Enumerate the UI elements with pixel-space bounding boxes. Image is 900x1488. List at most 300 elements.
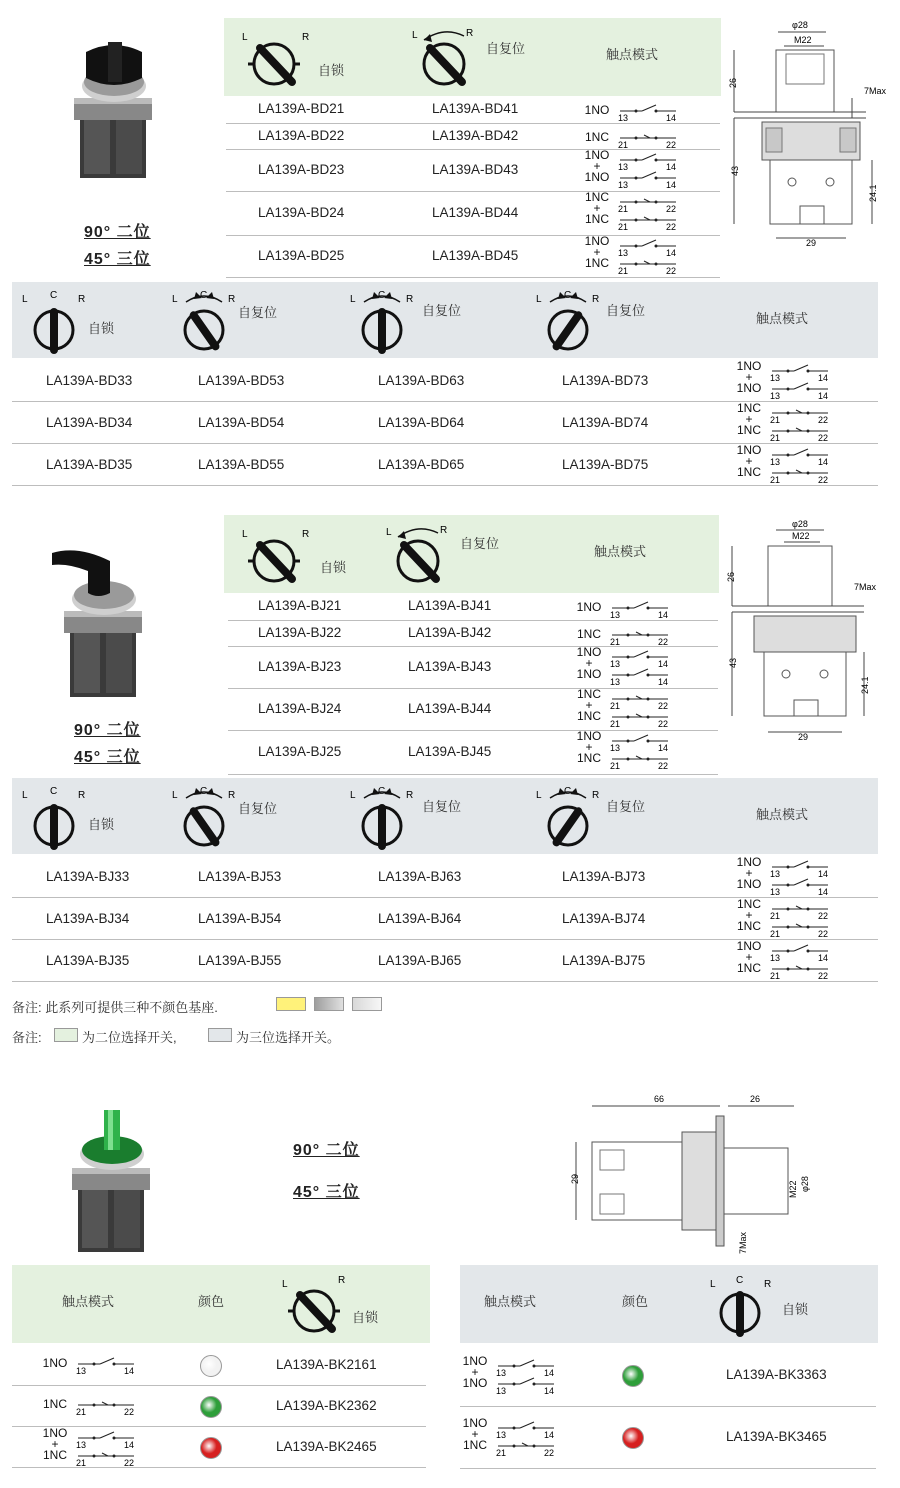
auto-return-label: 自复位	[422, 303, 462, 318]
svg-text:66: 66	[654, 1094, 665, 1104]
svg-text:14: 14	[666, 180, 677, 190]
svg-text:R: R	[592, 294, 600, 305]
self-lock-3pos-icon	[710, 1273, 774, 1339]
svg-text:22: 22	[124, 1407, 135, 1417]
angle-90-label-bj: 90° 二位	[74, 722, 141, 739]
contact-diagram-icon	[768, 941, 832, 981]
svg-text:13: 13	[610, 677, 621, 687]
svg-text:22: 22	[658, 637, 669, 647]
model-code: LA139A-BJ55	[198, 953, 282, 968]
auto-return-2pos-icon	[410, 24, 480, 90]
contact-type: 1NC	[576, 627, 601, 641]
model-code: LA139A-BJ53	[198, 869, 282, 884]
svg-text:13: 13	[496, 1386, 507, 1396]
model-code: LA139A-BD65	[378, 457, 465, 472]
indicator-lamp-icon	[622, 1365, 644, 1387]
self-lock-3pos-icon	[22, 784, 88, 850]
table-row	[12, 1345, 426, 1386]
svg-text:L: L	[242, 32, 248, 43]
svg-text:21: 21	[770, 415, 781, 425]
svg-text:C: C	[200, 290, 208, 301]
svg-text:29: 29	[798, 732, 809, 742]
model-code: LA139A-BD23	[258, 162, 345, 177]
table-row	[228, 731, 718, 775]
svg-text:L: L	[172, 790, 178, 801]
svg-text:R: R	[302, 529, 310, 540]
indicator-lamp-icon	[622, 1427, 644, 1449]
contact-type: 1NO + 1NO	[462, 1354, 488, 1390]
note-legend-prefix: 备注:	[12, 1030, 42, 1045]
model-code: LA139A-BJ22	[258, 625, 342, 640]
svg-text:14: 14	[818, 869, 829, 879]
auto-return-label: 自复位	[460, 536, 500, 551]
svg-text:22: 22	[544, 1448, 555, 1458]
svg-text:14: 14	[818, 373, 829, 383]
auto-return-label: 自复位	[238, 305, 278, 320]
note-three-position: 为三位选择开关。	[236, 1030, 341, 1045]
svg-text:13: 13	[610, 743, 621, 753]
contact-type: 1NO	[42, 1356, 68, 1370]
table-row	[226, 192, 720, 236]
model-code: LA139A-BJ21	[258, 598, 342, 613]
contact-diagram-icon	[74, 1428, 138, 1468]
contact-type: 1NO + 1NC	[736, 939, 762, 975]
auto-return-label: 自复位	[606, 303, 646, 318]
table-row	[12, 360, 878, 402]
svg-text:L: L	[22, 294, 28, 305]
swatch-light	[352, 997, 382, 1011]
svg-text:22: 22	[818, 475, 829, 485]
model-code: LA139A-BJ65	[378, 953, 462, 968]
svg-text:R: R	[228, 790, 236, 801]
contact-type: 1NO	[584, 103, 610, 117]
contact-type: 1NC	[584, 130, 609, 144]
svg-text:7Max: 7Max	[854, 582, 877, 592]
contact-type: 1NC + 1NC	[576, 687, 601, 723]
note-two-position: 为二位选择开关,	[82, 1030, 177, 1045]
svg-text:R: R	[440, 525, 448, 536]
svg-text:22: 22	[658, 719, 669, 729]
self-lock-label: 自锁	[88, 817, 115, 832]
self-lock-3pos-icon	[22, 288, 88, 354]
swatch-yellow	[276, 997, 306, 1011]
svg-text:14: 14	[544, 1368, 555, 1378]
auto-return-label: 自复位	[606, 799, 646, 814]
auto-return-2pos-icon	[384, 521, 454, 587]
svg-text:26: 26	[728, 77, 738, 88]
svg-text:L: L	[710, 1279, 716, 1290]
table-row	[12, 856, 878, 898]
svg-text:14: 14	[658, 610, 669, 620]
model-code: LA139A-BJ74	[562, 911, 646, 926]
model-code: LA139A-BJ43	[408, 659, 492, 674]
model-code: LA139A-BD24	[258, 205, 345, 220]
svg-text:14: 14	[124, 1440, 135, 1450]
model-code: LA139A-BJ73	[562, 869, 646, 884]
svg-text:13: 13	[76, 1440, 87, 1450]
self-lock-label: 自锁	[88, 321, 115, 336]
svg-text:13: 13	[610, 659, 621, 669]
table-row	[226, 150, 720, 192]
table-row	[460, 1345, 876, 1407]
bd-switch-photo	[62, 38, 162, 188]
table-row	[12, 898, 878, 940]
svg-text:R: R	[764, 1279, 772, 1290]
auto-return-3pos-icon	[172, 784, 238, 850]
contact-type: 1NO + 1NC	[42, 1426, 68, 1462]
note-base-colors: 备注: 此系列可提供三种不颜色基座.	[12, 1000, 218, 1015]
dimension-drawing-bd	[726, 18, 896, 256]
swatch-gray-legend	[208, 1028, 232, 1042]
model-code: LA139A-BJ23	[258, 659, 342, 674]
svg-text:29: 29	[570, 1173, 580, 1184]
svg-text:φ28: φ28	[792, 519, 808, 529]
svg-text:φ28: φ28	[800, 1176, 810, 1192]
svg-text:C: C	[50, 290, 58, 301]
contact-mode-label: 触点模式	[606, 47, 659, 62]
self-lock-label: 自锁	[320, 560, 347, 575]
svg-text:14: 14	[818, 953, 829, 963]
svg-text:14: 14	[818, 887, 829, 897]
svg-text:24.1: 24.1	[868, 184, 878, 202]
table-row	[226, 236, 720, 278]
svg-text:21: 21	[770, 971, 781, 981]
svg-text:C: C	[564, 786, 572, 797]
svg-text:L: L	[282, 1279, 288, 1290]
svg-text:21: 21	[618, 140, 629, 150]
svg-text:22: 22	[658, 761, 669, 771]
svg-text:21: 21	[618, 222, 629, 232]
svg-text:R: R	[406, 790, 414, 801]
contact-type: 1NO + 1NC	[576, 729, 602, 765]
model-code: LA139A-BK3465	[726, 1429, 827, 1444]
svg-text:13: 13	[770, 373, 781, 383]
svg-text:R: R	[466, 28, 474, 39]
svg-text:13: 13	[618, 248, 629, 258]
auto-return-3pos-icon	[350, 288, 416, 354]
model-code: LA139A-BK2362	[276, 1398, 377, 1413]
svg-text:14: 14	[544, 1430, 555, 1440]
model-code: LA139A-BD33	[46, 373, 133, 388]
model-code: LA139A-BJ44	[408, 701, 492, 716]
svg-text:21: 21	[770, 433, 781, 443]
svg-text:21: 21	[610, 637, 621, 647]
angle-90-label: 90° 二位	[84, 224, 151, 241]
model-code: LA139A-BD55	[198, 457, 285, 472]
svg-text:29: 29	[806, 238, 817, 248]
model-code: LA139A-BJ45	[408, 744, 492, 759]
self-lock-2pos-icon	[240, 523, 310, 587]
contact-type: 1NC + 1NC	[736, 897, 761, 933]
table-row	[460, 1407, 876, 1469]
model-code: LA139A-BJ64	[378, 911, 462, 926]
indicator-lamp-icon	[200, 1437, 222, 1459]
svg-text:22: 22	[818, 433, 829, 443]
svg-text:24.1: 24.1	[860, 676, 870, 694]
contact-diagram-icon	[494, 1418, 558, 1458]
svg-text:13: 13	[496, 1430, 507, 1440]
svg-text:M22: M22	[788, 1180, 798, 1198]
angle-45-label-bj: 45° 三位	[74, 749, 141, 766]
contact-type: 1NC	[42, 1397, 67, 1411]
svg-text:13: 13	[770, 391, 781, 401]
model-code: LA139A-BK3363	[726, 1367, 827, 1382]
model-code: LA139A-BK2161	[276, 1357, 377, 1372]
svg-text:7Max: 7Max	[738, 1231, 748, 1254]
model-code: LA139A-BD64	[378, 415, 465, 430]
table-row	[226, 96, 720, 124]
table-row	[12, 402, 878, 444]
contact-diagram-icon	[768, 857, 832, 897]
svg-text:R: R	[406, 294, 414, 305]
model-code: LA139A-BJ54	[198, 911, 282, 926]
svg-text:14: 14	[658, 659, 669, 669]
svg-text:13: 13	[618, 113, 629, 123]
contact-diagram-icon	[768, 403, 832, 443]
model-code: LA139A-BD42	[432, 128, 519, 143]
table-row	[226, 124, 720, 150]
model-code: LA139A-BD63	[378, 373, 465, 388]
svg-text:R: R	[338, 1275, 346, 1286]
svg-text:22: 22	[666, 266, 677, 276]
model-code: LA139A-BJ63	[378, 869, 462, 884]
svg-text:C: C	[378, 786, 386, 797]
contact-diagram-icon	[768, 361, 832, 401]
bk-switch-photo	[60, 1108, 160, 1258]
svg-text:21: 21	[770, 929, 781, 939]
svg-text:21: 21	[76, 1458, 87, 1468]
contact-diagram-icon	[616, 236, 680, 276]
contact-type: 1NO + 1NO	[584, 148, 610, 184]
model-code: LA139A-BD34	[46, 415, 133, 430]
model-code: LA139A-BJ25	[258, 744, 342, 759]
contact-diagram-icon	[768, 899, 832, 939]
svg-text:22: 22	[666, 140, 677, 150]
model-code: LA139A-BD45	[432, 248, 519, 263]
bd2-header	[224, 18, 721, 96]
contact-mode-label: 触点模式	[756, 311, 809, 326]
svg-text:21: 21	[610, 719, 621, 729]
auto-return-3pos-icon	[350, 784, 416, 850]
dimension-drawing-bk	[556, 1088, 816, 1260]
svg-text:13: 13	[610, 610, 621, 620]
svg-text:M22: M22	[792, 531, 810, 541]
contact-type: 1NO + 1NC	[584, 234, 610, 270]
svg-text:R: R	[592, 790, 600, 801]
table-row	[12, 1386, 426, 1427]
svg-text:21: 21	[610, 761, 621, 771]
svg-text:13: 13	[618, 162, 629, 172]
svg-text:L: L	[242, 529, 248, 540]
contact-diagram-icon	[494, 1356, 558, 1396]
svg-text:43: 43	[728, 657, 738, 668]
model-code: LA139A-BD21	[258, 101, 345, 116]
svg-text:φ28: φ28	[792, 20, 808, 30]
angle-45-label-bk: 45° 三位	[293, 1184, 360, 1201]
svg-text:7Max: 7Max	[864, 86, 887, 96]
model-code: LA139A-BD75	[562, 457, 649, 472]
model-code: LA139A-BJ42	[408, 625, 492, 640]
model-code: LA139A-BD41	[432, 101, 519, 116]
svg-text:22: 22	[818, 929, 829, 939]
indicator-lamp-icon	[200, 1396, 222, 1418]
color-label: 颜色	[198, 1294, 225, 1309]
model-code: LA139A-BD35	[46, 457, 133, 472]
bd3-header	[12, 282, 878, 358]
model-code: LA139A-BJ34	[46, 911, 130, 926]
svg-text:13: 13	[618, 180, 629, 190]
model-code: LA139A-BJ33	[46, 869, 130, 884]
contact-type: 1NC + 1NC	[584, 190, 609, 226]
svg-text:14: 14	[658, 743, 669, 753]
svg-text:22: 22	[666, 204, 677, 214]
svg-text:C: C	[736, 1275, 744, 1286]
angle-90-label-bk: 90° 二位	[293, 1142, 360, 1159]
indicator-lamp-icon	[200, 1355, 222, 1377]
svg-text:26: 26	[750, 1094, 761, 1104]
self-lock-label: 自锁	[318, 63, 345, 78]
table-row	[12, 940, 878, 982]
svg-text:26: 26	[726, 571, 736, 582]
svg-text:R: R	[78, 790, 86, 801]
svg-text:L: L	[412, 30, 418, 41]
model-code: LA139A-BJ35	[46, 953, 130, 968]
model-code: LA139A-BD25	[258, 248, 345, 263]
angle-45-label: 45° 三位	[84, 251, 151, 268]
svg-text:13: 13	[496, 1368, 507, 1378]
auto-return-3pos-icon	[536, 784, 602, 850]
self-lock-label: 自锁	[352, 1310, 379, 1325]
svg-text:14: 14	[124, 1366, 135, 1376]
svg-text:21: 21	[770, 475, 781, 485]
svg-text:43: 43	[730, 165, 740, 176]
dimension-drawing-bj	[724, 518, 896, 750]
bj3-header	[12, 778, 878, 854]
svg-text:C: C	[200, 786, 208, 797]
bk3-header	[460, 1265, 878, 1343]
table-row	[12, 444, 878, 486]
model-code: LA139A-BD73	[562, 373, 649, 388]
svg-text:14: 14	[666, 113, 677, 123]
svg-text:L: L	[172, 294, 178, 305]
contact-mode-label: 触点模式	[756, 807, 809, 822]
contact-type: 1NO	[576, 600, 602, 614]
svg-text:14: 14	[818, 457, 829, 467]
model-code: LA139A-BD22	[258, 128, 345, 143]
svg-text:13: 13	[770, 953, 781, 963]
self-lock-2pos-icon	[280, 1273, 350, 1337]
svg-text:21: 21	[496, 1448, 507, 1458]
bj-switch-photo	[48, 545, 158, 705]
model-code: LA139A-BD54	[198, 415, 285, 430]
svg-text:22: 22	[124, 1458, 135, 1468]
svg-text:C: C	[378, 290, 386, 301]
svg-text:R: R	[302, 32, 310, 43]
table-row	[228, 593, 718, 621]
svg-text:L: L	[536, 790, 542, 801]
auto-return-label: 自复位	[422, 799, 462, 814]
svg-text:13: 13	[76, 1366, 87, 1376]
auto-return-label: 自复位	[238, 801, 278, 816]
svg-text:L: L	[22, 790, 28, 801]
model-code: LA139A-BD53	[198, 373, 285, 388]
model-code: LA139A-BD43	[432, 162, 519, 177]
contact-type: 1NO + 1NC	[736, 443, 762, 479]
svg-text:14: 14	[818, 391, 829, 401]
svg-text:13: 13	[770, 869, 781, 879]
swatch-gray	[314, 997, 344, 1011]
svg-text:C: C	[50, 786, 58, 797]
bk2-header	[12, 1265, 430, 1343]
svg-text:L: L	[350, 790, 356, 801]
table-row	[228, 689, 718, 731]
model-code: LA139A-BK2465	[276, 1439, 377, 1454]
auto-return-3pos-icon	[536, 288, 602, 354]
table-row	[228, 647, 718, 689]
contact-type: 1NO + 1NO	[736, 855, 762, 891]
svg-text:14: 14	[666, 248, 677, 258]
contact-diagram-icon	[768, 445, 832, 485]
color-label: 颜色	[622, 1294, 649, 1309]
svg-text:L: L	[536, 294, 542, 305]
model-code: LA139A-BD74	[562, 415, 649, 430]
svg-text:R: R	[228, 294, 236, 305]
svg-text:13: 13	[770, 457, 781, 467]
svg-text:M22: M22	[794, 35, 812, 45]
svg-text:21: 21	[610, 701, 621, 711]
contact-diagram-icon	[608, 731, 672, 771]
contact-diagram-icon	[616, 150, 680, 190]
contact-diagram-icon	[616, 192, 680, 232]
auto-return-label: 自复位	[486, 41, 526, 56]
svg-text:22: 22	[666, 222, 677, 232]
self-lock-2pos-icon	[240, 26, 310, 90]
svg-text:C: C	[564, 290, 572, 301]
svg-text:22: 22	[658, 701, 669, 711]
svg-text:21: 21	[618, 204, 629, 214]
contact-type: 1NO + 1NC	[462, 1416, 488, 1452]
contact-type: 1NO + 1NO	[576, 645, 602, 681]
svg-text:14: 14	[666, 162, 677, 172]
svg-text:R: R	[78, 294, 86, 305]
contact-diagram-icon	[608, 647, 672, 687]
table-row	[12, 1427, 426, 1468]
svg-text:22: 22	[818, 415, 829, 425]
model-code: LA139A-BJ41	[408, 598, 492, 613]
contact-diagram-icon	[608, 689, 672, 729]
model-code: LA139A-BD44	[432, 205, 519, 220]
svg-text:21: 21	[618, 266, 629, 276]
swatch-green-legend	[54, 1028, 78, 1042]
self-lock-label: 自锁	[782, 1302, 809, 1317]
svg-text:L: L	[386, 527, 392, 538]
svg-text:22: 22	[818, 911, 829, 921]
model-code: LA139A-BJ24	[258, 701, 342, 716]
svg-text:21: 21	[76, 1407, 87, 1417]
svg-text:13: 13	[770, 887, 781, 897]
contact-type: 1NO + 1NO	[736, 359, 762, 395]
model-code: LA139A-BJ75	[562, 953, 646, 968]
auto-return-3pos-icon	[172, 288, 238, 354]
svg-text:22: 22	[818, 971, 829, 981]
svg-text:14: 14	[544, 1386, 555, 1396]
contact-mode-label: 触点模式	[594, 544, 647, 559]
contact-type: 1NC + 1NC	[736, 401, 761, 437]
bj2-header	[224, 515, 719, 593]
contact-mode-label: 触点模式	[484, 1294, 537, 1309]
contact-mode-label: 触点模式	[62, 1294, 115, 1309]
svg-text:L: L	[350, 294, 356, 305]
